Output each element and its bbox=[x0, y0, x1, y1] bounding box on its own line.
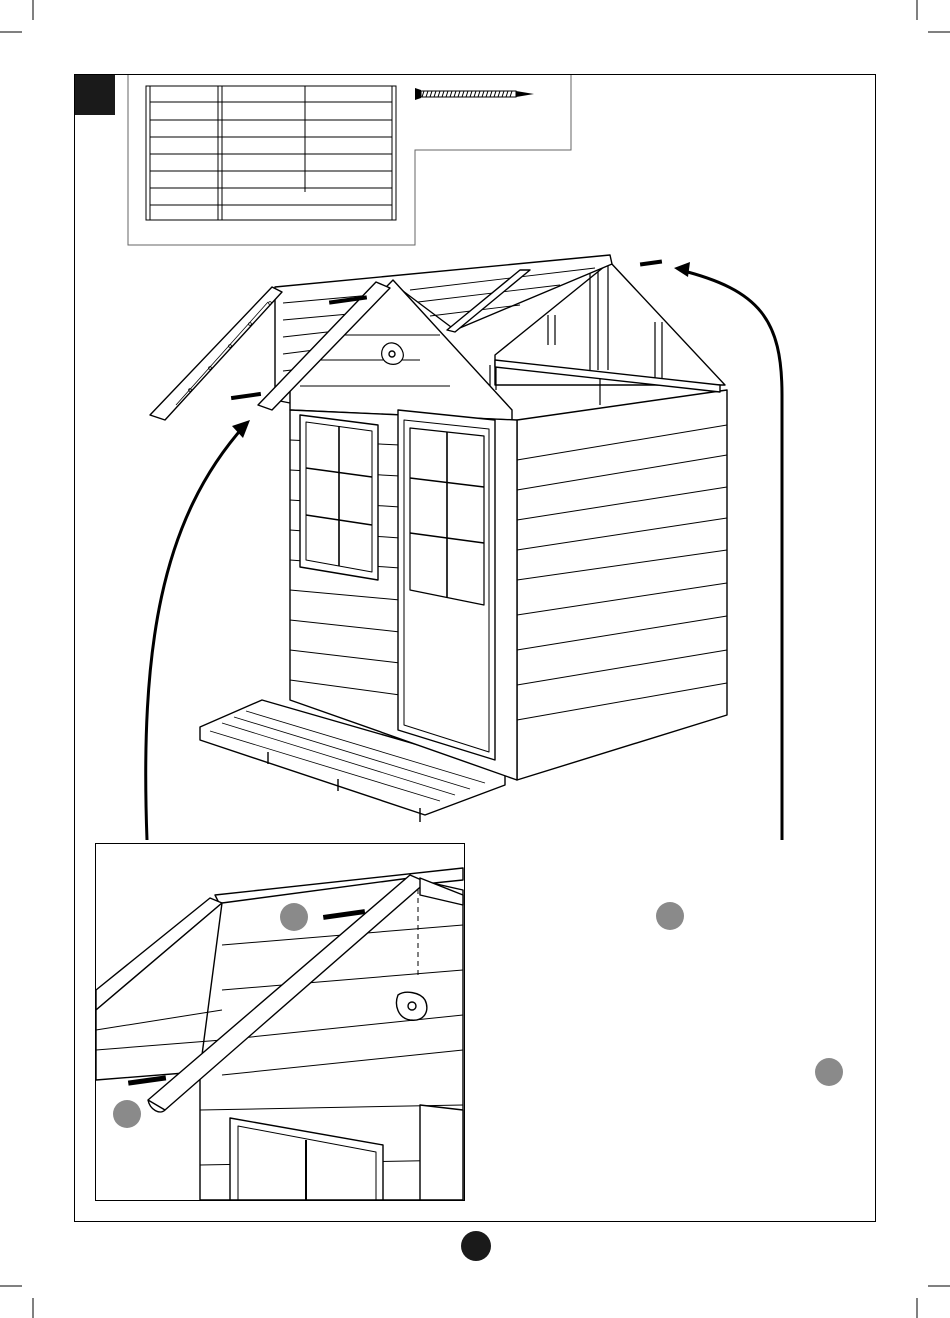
callout-marker bbox=[815, 1058, 843, 1086]
callout-marker bbox=[113, 1100, 141, 1128]
callout-marker bbox=[656, 902, 684, 930]
page-number-badge bbox=[461, 1231, 491, 1261]
callout-marker bbox=[280, 903, 308, 931]
detail-left bbox=[96, 844, 465, 1201]
